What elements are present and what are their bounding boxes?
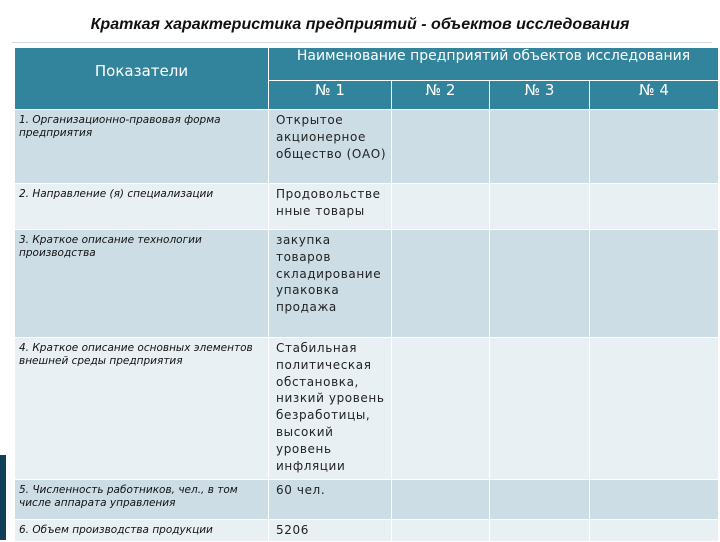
- empty-cell: [590, 338, 719, 480]
- slide-corner-decoration: [0, 455, 6, 540]
- empty-cell: [590, 230, 719, 338]
- row-label: 5. Численность работников, чел., в том числе аппарата управления: [15, 480, 269, 520]
- row-value: 5206: [269, 520, 392, 542]
- row-label: 4. Краткое описание основных элементов внешней среды предприятия: [15, 338, 269, 480]
- row-value: Открытое акционерное общество (ОАО): [269, 110, 392, 184]
- enterprise-table: [14, 47, 719, 542]
- table-row: [15, 110, 719, 184]
- empty-cell: [490, 184, 590, 230]
- table-row: [15, 480, 719, 520]
- header-number-2: № 2: [392, 81, 490, 110]
- empty-cell: [392, 110, 490, 184]
- table-row: [15, 230, 719, 338]
- empty-cell: [392, 230, 490, 338]
- header-number-4: № 4: [590, 81, 719, 110]
- row-label: 6. Объем производства продукции: [15, 520, 269, 542]
- header-indicators: Показатели: [15, 48, 269, 110]
- table-row: [15, 184, 719, 230]
- empty-cell: [490, 480, 590, 520]
- empty-cell: [392, 184, 490, 230]
- header-number-1: № 1: [269, 81, 392, 110]
- empty-cell: [590, 480, 719, 520]
- empty-cell: [490, 520, 590, 542]
- page-title: Краткая характеристика предприятий - объектов исследования: [90, 16, 630, 33]
- table-row: [15, 338, 719, 480]
- empty-cell: [590, 184, 719, 230]
- row-value: Стабильная политическая обстановка, низкий уровень безработицы, высокий уровень инфляции: [269, 338, 392, 480]
- empty-cell: [392, 520, 490, 542]
- row-label: 3. Краткое описание технологии производства: [15, 230, 269, 338]
- empty-cell: [490, 338, 590, 480]
- empty-cell: [590, 520, 719, 542]
- empty-cell: [490, 230, 590, 338]
- empty-cell: [392, 480, 490, 520]
- row-value: 60 чел.: [269, 480, 392, 520]
- row-label: 2. Направление (я) специализации: [15, 184, 269, 230]
- empty-cell: [490, 110, 590, 184]
- empty-cell: [392, 338, 490, 480]
- empty-cell: [590, 110, 719, 184]
- row-label: 1. Организационно-правовая форма предприятия: [15, 110, 269, 184]
- title-divider: [12, 42, 712, 43]
- table-row: [15, 520, 719, 542]
- header-enterprises: Наименование предприятий объектов исследования: [269, 48, 719, 81]
- row-value: закупка товаров складирование упаковка продажа: [269, 230, 392, 338]
- header-number-3: № 3: [490, 81, 590, 110]
- row-value: Продовольстве нные товары: [269, 184, 392, 230]
